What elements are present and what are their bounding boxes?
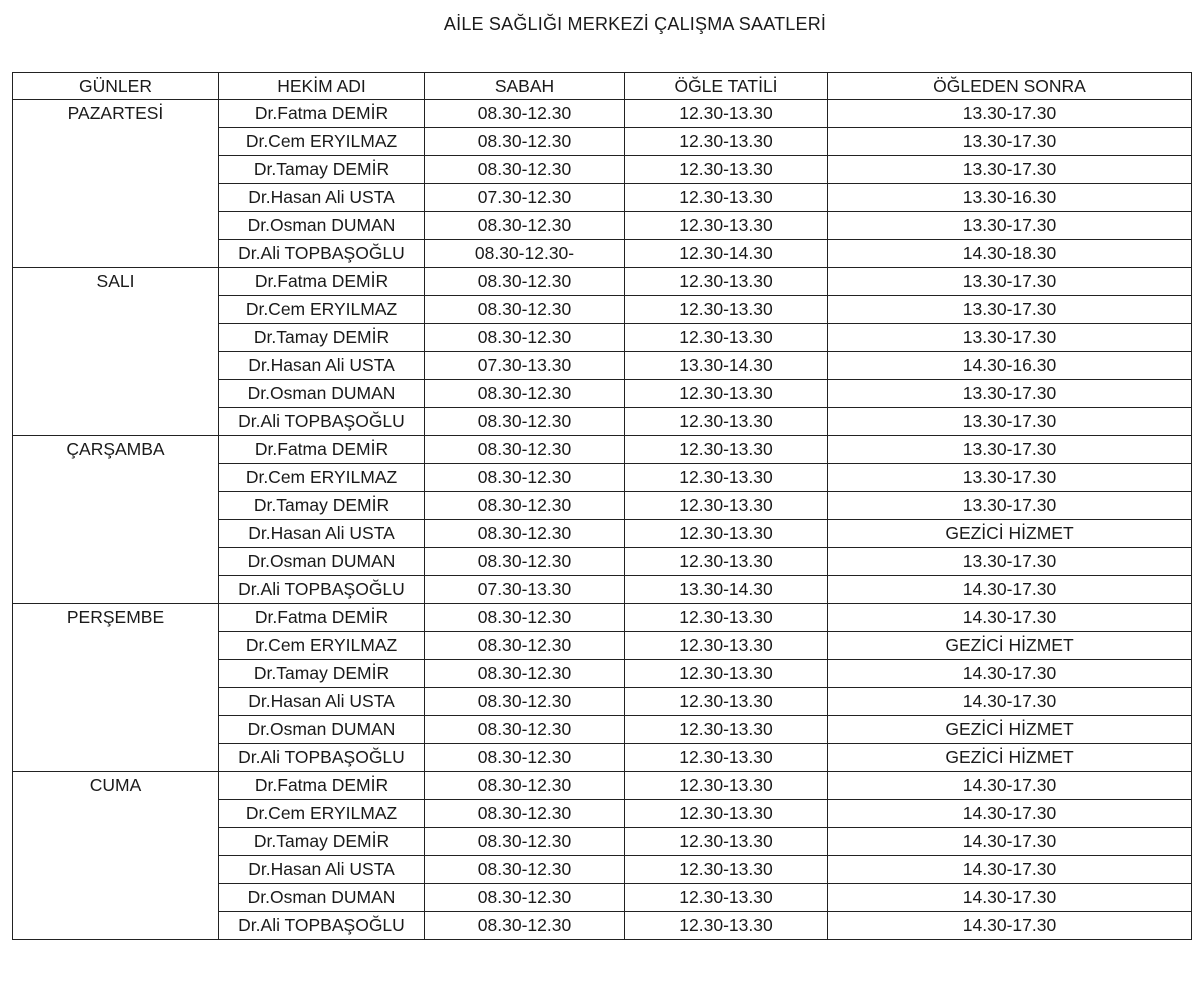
header-day: GÜNLER — [13, 73, 219, 100]
afternoon-cell: 13.30-17.30 — [828, 408, 1192, 436]
table-row — [13, 912, 1192, 940]
doctor-cell: Dr.Ali TOPBAŞOĞLU — [219, 744, 425, 772]
afternoon-cell: 13.30-17.30 — [828, 268, 1192, 296]
lunch-cell: 12.30-13.30 — [625, 436, 828, 464]
lunch-cell: 12.30-13.30 — [625, 380, 828, 408]
doctor-cell: Dr.Osman DUMAN — [219, 212, 425, 240]
afternoon-cell: 14.30-17.30 — [828, 688, 1192, 716]
afternoon-cell: 13.30-17.30 — [828, 128, 1192, 156]
day-cell: ÇARŞAMBA — [13, 436, 219, 464]
lunch-cell: 12.30-13.30 — [625, 128, 828, 156]
table-row — [13, 184, 1192, 212]
table-row — [13, 492, 1192, 520]
table-row — [13, 324, 1192, 352]
page-title: AİLE SAĞLIĞI MERKEZİ ÇALIŞMA SAATLERİ — [443, 14, 827, 34]
header-lunch: ÖĞLE TATİLİ — [625, 73, 828, 100]
morning-cell: 08.30-12.30 — [425, 744, 625, 772]
morning-cell: 07.30-12.30 — [425, 184, 625, 212]
morning-cell: 08.30-12.30 — [425, 408, 625, 436]
doctor-cell: Dr.Hasan Ali USTA — [219, 184, 425, 212]
afternoon-cell: 14.30-18.30 — [828, 240, 1192, 268]
doctor-cell: Dr.Cem ERYILMAZ — [219, 296, 425, 324]
day-cell — [13, 548, 219, 576]
afternoon-cell: 13.30-17.30 — [828, 380, 1192, 408]
lunch-cell: 12.30-13.30 — [625, 212, 828, 240]
morning-cell: 08.30-12.30- — [425, 240, 625, 268]
table-row — [13, 716, 1192, 744]
doctor-cell: Dr.Tamay DEMİR — [219, 492, 425, 520]
day-cell — [13, 380, 219, 408]
table-row — [13, 436, 1192, 464]
day-cell — [13, 520, 219, 548]
doctor-cell: Dr.Tamay DEMİR — [219, 324, 425, 352]
table-row — [13, 520, 1192, 548]
table-row — [13, 240, 1192, 268]
table-row — [13, 128, 1192, 156]
doctor-cell: Dr.Ali TOPBAŞOĞLU — [219, 240, 425, 268]
table-row — [13, 828, 1192, 856]
morning-cell: 08.30-12.30 — [425, 604, 625, 632]
morning-cell: 08.30-12.30 — [425, 688, 625, 716]
morning-cell: 08.30-12.30 — [425, 884, 625, 912]
doctor-cell: Dr.Tamay DEMİR — [219, 156, 425, 184]
lunch-cell: 12.30-13.30 — [625, 856, 828, 884]
header-morning: SABAH — [425, 73, 625, 100]
lunch-cell: 12.30-13.30 — [625, 156, 828, 184]
lunch-cell: 12.30-13.30 — [625, 492, 828, 520]
table-row — [13, 688, 1192, 716]
doctor-cell: Dr.Fatma DEMİR — [219, 772, 425, 800]
doctor-cell: Dr.Osman DUMAN — [219, 548, 425, 576]
day-cell — [13, 128, 219, 156]
morning-cell: 08.30-12.30 — [425, 492, 625, 520]
day-cell: SALI — [13, 268, 219, 296]
doctor-cell: Dr.Ali TOPBAŞOĞLU — [219, 408, 425, 436]
afternoon-cell: 13.30-17.30 — [828, 492, 1192, 520]
table-row — [13, 156, 1192, 184]
table-row — [13, 856, 1192, 884]
table-row — [13, 660, 1192, 688]
day-cell — [13, 492, 219, 520]
table-row — [13, 380, 1192, 408]
afternoon-cell: 13.30-17.30 — [828, 212, 1192, 240]
doctor-cell: Dr.Cem ERYILMAZ — [219, 800, 425, 828]
day-cell — [13, 884, 219, 912]
afternoon-cell: GEZİCİ HİZMET — [828, 520, 1192, 548]
header-row — [13, 73, 1192, 100]
afternoon-cell: 14.30-17.30 — [828, 660, 1192, 688]
day-cell: PERŞEMBE — [13, 604, 219, 632]
day-cell — [13, 828, 219, 856]
morning-cell: 08.30-12.30 — [425, 324, 625, 352]
doctor-cell: Dr.Hasan Ali USTA — [219, 856, 425, 884]
lunch-cell: 12.30-13.30 — [625, 604, 828, 632]
schedule-table — [12, 72, 1192, 940]
table-row — [13, 576, 1192, 604]
afternoon-cell: 14.30-16.30 — [828, 352, 1192, 380]
day-cell — [13, 240, 219, 268]
lunch-cell: 12.30-13.30 — [625, 716, 828, 744]
afternoon-cell: 13.30-16.30 — [828, 184, 1192, 212]
lunch-cell: 13.30-14.30 — [625, 352, 828, 380]
afternoon-cell: 13.30-17.30 — [828, 464, 1192, 492]
doctor-cell: Dr.Osman DUMAN — [219, 380, 425, 408]
lunch-cell: 13.30-14.30 — [625, 576, 828, 604]
table-row — [13, 632, 1192, 660]
table-row — [13, 884, 1192, 912]
lunch-cell: 12.30-13.30 — [625, 660, 828, 688]
doctor-cell: Dr.Cem ERYILMAZ — [219, 464, 425, 492]
morning-cell: 08.30-12.30 — [425, 800, 625, 828]
day-cell — [13, 408, 219, 436]
afternoon-cell: GEZİCİ HİZMET — [828, 744, 1192, 772]
table-row — [13, 296, 1192, 324]
day-cell — [13, 156, 219, 184]
doctor-cell: Dr.Cem ERYILMAZ — [219, 128, 425, 156]
afternoon-cell: 13.30-17.30 — [828, 100, 1192, 128]
table-row — [13, 212, 1192, 240]
doctor-cell: Dr.Tamay DEMİR — [219, 828, 425, 856]
doctor-cell: Dr.Tamay DEMİR — [219, 660, 425, 688]
afternoon-cell: 13.30-17.30 — [828, 436, 1192, 464]
lunch-cell: 12.30-13.30 — [625, 884, 828, 912]
morning-cell: 08.30-12.30 — [425, 436, 625, 464]
table-row — [13, 744, 1192, 772]
day-cell — [13, 632, 219, 660]
lunch-cell: 12.30-13.30 — [625, 520, 828, 548]
morning-cell: 08.30-12.30 — [425, 100, 625, 128]
table-row — [13, 352, 1192, 380]
day-cell — [13, 352, 219, 380]
lunch-cell: 12.30-13.30 — [625, 324, 828, 352]
lunch-cell: 12.30-13.30 — [625, 268, 828, 296]
day-cell — [13, 464, 219, 492]
doctor-cell: Dr.Hasan Ali USTA — [219, 520, 425, 548]
morning-cell: 08.30-12.30 — [425, 716, 625, 744]
day-cell: CUMA — [13, 772, 219, 800]
lunch-cell: 12.30-13.30 — [625, 912, 828, 940]
afternoon-cell: 14.30-17.30 — [828, 800, 1192, 828]
morning-cell: 08.30-12.30 — [425, 548, 625, 576]
doctor-cell: Dr.Fatma DEMİR — [219, 436, 425, 464]
lunch-cell: 12.30-13.30 — [625, 464, 828, 492]
header-doctor: HEKİM ADI — [219, 73, 425, 100]
lunch-cell: 12.30-13.30 — [625, 296, 828, 324]
table-row — [13, 408, 1192, 436]
lunch-cell: 12.30-13.30 — [625, 800, 828, 828]
morning-cell: 08.30-12.30 — [425, 772, 625, 800]
lunch-cell: 12.30-13.30 — [625, 100, 828, 128]
day-cell — [13, 912, 219, 940]
doctor-cell: Dr.Cem ERYILMAZ — [219, 632, 425, 660]
day-cell — [13, 184, 219, 212]
doctor-cell: Dr.Fatma DEMİR — [219, 100, 425, 128]
afternoon-cell: GEZİCİ HİZMET — [828, 632, 1192, 660]
morning-cell: 08.30-12.30 — [425, 912, 625, 940]
doctor-cell: Dr.Osman DUMAN — [219, 716, 425, 744]
afternoon-cell: 14.30-17.30 — [828, 856, 1192, 884]
afternoon-cell: 14.30-17.30 — [828, 576, 1192, 604]
day-cell — [13, 744, 219, 772]
morning-cell: 08.30-12.30 — [425, 128, 625, 156]
day-cell — [13, 296, 219, 324]
doctor-cell: Dr.Osman DUMAN — [219, 884, 425, 912]
doctor-cell: Dr.Hasan Ali USTA — [219, 688, 425, 716]
day-cell — [13, 324, 219, 352]
day-cell — [13, 716, 219, 744]
afternoon-cell: 13.30-17.30 — [828, 156, 1192, 184]
lunch-cell: 12.30-13.30 — [625, 688, 828, 716]
lunch-cell: 12.30-13.30 — [625, 408, 828, 436]
lunch-cell: 12.30-13.30 — [625, 744, 828, 772]
afternoon-cell: 14.30-17.30 — [828, 828, 1192, 856]
lunch-cell: 12.30-13.30 — [625, 632, 828, 660]
afternoon-cell: 14.30-17.30 — [828, 604, 1192, 632]
lunch-cell: 12.30-13.30 — [625, 772, 828, 800]
morning-cell: 08.30-12.30 — [425, 268, 625, 296]
morning-cell: 08.30-12.30 — [425, 464, 625, 492]
morning-cell: 08.30-12.30 — [425, 380, 625, 408]
day-cell: PAZARTESİ — [13, 100, 219, 128]
day-cell — [13, 800, 219, 828]
lunch-cell: 12.30-14.30 — [625, 240, 828, 268]
day-cell — [13, 856, 219, 884]
table-row — [13, 548, 1192, 576]
day-cell — [13, 660, 219, 688]
morning-cell: 08.30-12.30 — [425, 828, 625, 856]
afternoon-cell: 14.30-17.30 — [828, 912, 1192, 940]
lunch-cell: 12.30-13.30 — [625, 548, 828, 576]
table-row — [13, 772, 1192, 800]
morning-cell: 08.30-12.30 — [425, 296, 625, 324]
morning-cell: 08.30-12.30 — [425, 212, 625, 240]
morning-cell: 08.30-12.30 — [425, 660, 625, 688]
morning-cell: 08.30-12.30 — [425, 520, 625, 548]
morning-cell: 08.30-12.30 — [425, 856, 625, 884]
table-row — [13, 268, 1192, 296]
lunch-cell: 12.30-13.30 — [625, 828, 828, 856]
table-row — [13, 100, 1192, 128]
morning-cell: 08.30-12.30 — [425, 632, 625, 660]
afternoon-cell: 14.30-17.30 — [828, 772, 1192, 800]
morning-cell: 08.30-12.30 — [425, 156, 625, 184]
doctor-cell: Dr.Ali TOPBAŞOĞLU — [219, 576, 425, 604]
table-row — [13, 604, 1192, 632]
afternoon-cell: GEZİCİ HİZMET — [828, 716, 1192, 744]
table-row — [13, 464, 1192, 492]
table-row — [13, 800, 1192, 828]
afternoon-cell: 13.30-17.30 — [828, 296, 1192, 324]
afternoon-cell: 13.30-17.30 — [828, 548, 1192, 576]
day-cell — [13, 688, 219, 716]
doctor-cell: Dr.Ali TOPBAŞOĞLU — [219, 912, 425, 940]
day-cell — [13, 576, 219, 604]
morning-cell: 07.30-13.30 — [425, 352, 625, 380]
day-cell — [13, 212, 219, 240]
afternoon-cell: 13.30-17.30 — [828, 324, 1192, 352]
afternoon-cell: 14.30-17.30 — [828, 884, 1192, 912]
doctor-cell: Dr.Fatma DEMİR — [219, 268, 425, 296]
doctor-cell: Dr.Hasan Ali USTA — [219, 352, 425, 380]
schedule-body — [13, 100, 1192, 940]
lunch-cell: 12.30-13.30 — [625, 184, 828, 212]
morning-cell: 07.30-13.30 — [425, 576, 625, 604]
doctor-cell: Dr.Fatma DEMİR — [219, 604, 425, 632]
header-afternoon: ÖĞLEDEN SONRA — [828, 73, 1192, 100]
